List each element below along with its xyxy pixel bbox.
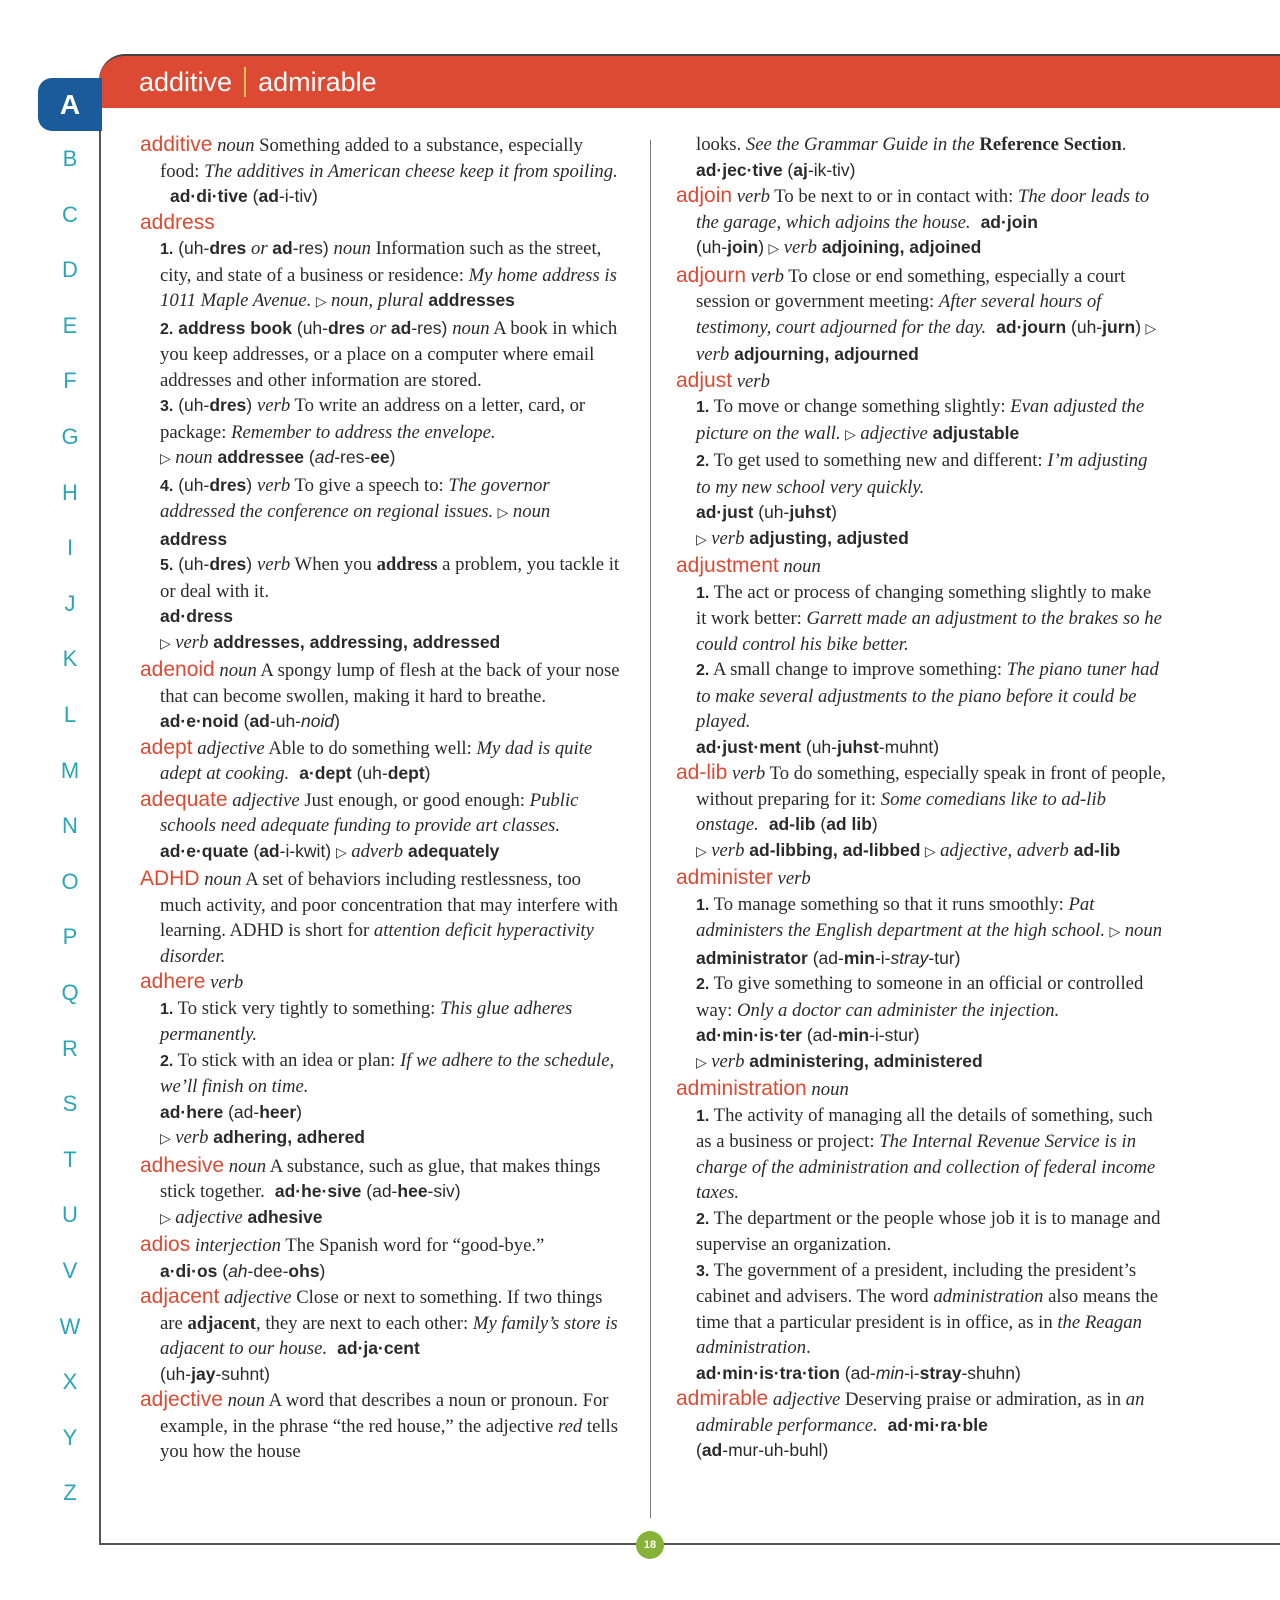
sense-1: 1. To manage something so that it runs smoothly: Pat administers the English department at the high school. ▷ noun administrator (ad-min-i-stray-tur) — [696, 893, 1163, 968]
sense-1: 1. The activity of managing all the details of something, such as a business or project: The Internal Revenue Service is in charge of the administration and collection of federal income taxes. — [696, 1104, 1156, 1203]
sense-5: 5. (uh-dres) verb When you address a problem, you tackle it or deal with it. ad·dress ▷ verb addresses, addressing, addressed — [160, 554, 620, 653]
headword: adenoid — [140, 658, 215, 681]
headword: adjustment — [676, 554, 779, 577]
last-guide-word: admirable — [258, 66, 377, 97]
entry-adept: adept adjective Able to do something well: My dad is quite adept at cooking. a·dept (uh-dept) — [140, 735, 593, 784]
sense-3: 3. (uh-dres) verb To write an address on a letter, card, or package: Remember to address the envelope. ▷ noun addressee (ad-res-ee) — [160, 395, 586, 468]
left-column — [140, 132, 620, 1465]
sense-1: 1. The act or process of changing something slightly to make it work better: Garrett made an adjustment to the brakes so he could control his bike better. — [696, 581, 1162, 655]
entry-adequate: adequate adjective Just enough, or good enough: Public schools need adequate funding to provide art classes.ad·e·quate (ad-i-kwit) ▷ adverb adequately — [140, 787, 579, 862]
guide-words-header — [99, 54, 1280, 108]
letter-tab-l[interactable]: L — [63, 702, 77, 727]
entry-adhesive: adhesive noun A substance, such as glue, that makes things stick together. ad·he·sive (ad-hee-siv) ▷ adjective adhesive — [140, 1153, 601, 1228]
entry-adjacent: adjacent adjective Close or next to something. If two things are adjacent, they are next to each other: My family’s store is adjacent to our house. ad·ja·cent (uh-jay-suhnt) — [140, 1285, 618, 1384]
headword: additive — [140, 133, 213, 156]
entry-additive: additive noun Something added to a substance, especially food: The additives in American cheese keep it from spoiling.ad·di·tive (ad-i-tiv) — [140, 133, 618, 206]
letter-tab-c[interactable]: C — [62, 201, 78, 227]
letter-tab-f[interactable]: F — [63, 368, 77, 394]
sense-1: 1. (uh-dres or ad-res) noun Information such as the street, city, and state of a business or residence: My home address is 1011 Maple Avenue. ▷ noun, plural addresses — [160, 238, 617, 311]
headword: adjust — [676, 368, 733, 392]
sense-2: 2. A small change to improve something: The piano tuner had to make several adjustments to the piano before it could be played. ad·just·ment (uh-juhst-muhnt) — [696, 659, 1159, 757]
entry-administer: administer verb — [676, 866, 811, 889]
arrow-icon: ▷ — [1105, 924, 1125, 940]
headword: adhesive — [140, 1153, 225, 1177]
letter-tab-o[interactable]: O — [61, 868, 79, 894]
headword: ADHD — [140, 867, 200, 890]
first-guide-word: additive — [139, 66, 233, 97]
headword: adequate — [140, 787, 228, 811]
headword: adjourn — [676, 263, 747, 287]
arrow-icon: ▷ — [764, 241, 784, 257]
letter-tab-p[interactable]: P — [62, 924, 78, 950]
headword: adjective — [140, 1388, 223, 1411]
entry-adjust: adjust verb — [676, 368, 770, 392]
entry-ad-lib: ad-lib verb To do something, especially speak in front of people, without preparing for it: Some comedians like to ad-lib onstage. ad-lib (ad lib) ▷ verb ad-libbing, ad-libbed ▷ adjective, adverb ad-lib — [676, 761, 1166, 861]
sense-1: 1. To stick very tightly to something: This glue adheres permanently. — [160, 997, 573, 1045]
arrow-icon: ▷ — [493, 505, 513, 521]
headword: admirable — [676, 1387, 769, 1410]
headword: address — [140, 210, 215, 234]
letter-tab-x[interactable]: X — [62, 1369, 78, 1395]
letter-tab-i[interactable]: I — [66, 535, 74, 561]
headword: adept — [140, 735, 193, 759]
arrow-icon: ▷ — [696, 843, 712, 860]
arrow-icon: ▷ — [696, 531, 712, 548]
sense-2: 2. To get used to something new and different: I’m adjusting to my new school very quickly. ad·just (uh-juhst) ▷ verb adjusting, adjusted — [696, 450, 1148, 549]
letter-tab-h[interactable]: H — [62, 479, 78, 505]
letter-tab-r[interactable]: R — [62, 1035, 78, 1061]
letter-tab-e[interactable]: E — [62, 312, 78, 338]
entry-address — [140, 210, 620, 237]
letter-tab-d[interactable]: D — [62, 257, 78, 283]
entry-adjective: adjective noun A word that describes a noun or pronoun. For example, in the phrase “the red house,” the adjective red tells you how the house — [140, 1388, 619, 1462]
page-number-badge: 18 — [636, 1531, 664, 1559]
letter-tab-j[interactable]: J — [64, 590, 76, 616]
entry-adhd: ADHD noun A set of behaviors including restlessness, too much activity, and poor concentration that may interfere with learning. ADHD is short for attention deficit hyperactivity disorder. — [140, 867, 619, 967]
letter-tab-v[interactable]: V — [62, 1258, 78, 1283]
headword: administer — [676, 866, 773, 889]
sense-2: 2. The department or the people whose job it is to manage and supervise an organization. — [696, 1207, 1161, 1255]
letter-tab-z[interactable]: Z — [63, 1480, 77, 1506]
sense-2: 2. To stick with an idea or plan: If we adhere to the schedule, we’ll finish on time. ad·here (ad-heer) ▷ verb adhering, adhered — [160, 1049, 615, 1148]
arrow-icon: ▷ — [920, 843, 941, 860]
entry-adhere: adhere verb — [140, 970, 244, 993]
letter-tab-u[interactable]: U — [62, 1202, 78, 1228]
sense-3: 3. The government of a president, including the president’s cabinet and advisers. The word administration also means the time that a particular president is in office, as in the Reagan administration. ad·min·is·tra·tion (ad-min-i-stray-shuhn) — [696, 1259, 1159, 1383]
letter-tab-b[interactable]: B — [62, 146, 78, 171]
arrow-icon: ▷ — [160, 451, 176, 467]
headword: adjoin — [676, 184, 733, 207]
entry-adenoid: adenoid noun A spongy lump of flesh at the back of your nose that can become swollen, making it hard to breathe.ad·e·noid (ad-uh-noid) — [140, 658, 620, 731]
sense-1: 1. To move or change something slightly: Evan adjusted the picture on the wall. ▷ adjective adjustable — [696, 396, 1145, 444]
entry-administration: administration noun — [676, 1077, 849, 1100]
column-divider — [650, 140, 651, 1518]
arrow-icon: ▷ — [840, 426, 861, 443]
entry-admirable: admirable adjective Deserving praise or admiration, as in an admirable performance. ad·mi·ra·ble (ad-mur-uh-buhl) — [676, 1387, 1145, 1460]
arrow-icon: ▷ — [336, 844, 352, 861]
page-frame-bottom — [99, 1543, 1280, 1545]
headword: adios — [140, 1233, 191, 1256]
letter-tab-n[interactable]: N — [62, 813, 78, 839]
sense-4: 4. (uh-dres) verb To give a speech to: The governor addressed the conference on regional issues. ▷ noun address — [160, 474, 551, 549]
letter-tab-w[interactable]: W — [59, 1313, 81, 1339]
entry-adjustment: adjustment noun — [676, 554, 821, 577]
letter-tab-s[interactable]: S — [62, 1091, 78, 1117]
guide-word-separator — [244, 67, 246, 97]
arrow-icon: ▷ — [696, 1054, 712, 1071]
letter-tab-y[interactable]: Y — [62, 1424, 78, 1450]
headword: ad-lib — [676, 761, 728, 784]
letter-tab-t[interactable]: T — [63, 1146, 77, 1172]
entry-adjective-continued: looks. See the Grammar Guide in the Reference Section.ad·jec·tive (aj-ik-tiv) — [696, 134, 1127, 180]
sense-2: 2. To give something to someone in an official or controlled way: Only a doctor can administer the injection. ad·min·is·ter (ad-min-i-stur) ▷ verb administering, administered — [696, 973, 1144, 1072]
arrow-icon: ▷ — [160, 1210, 176, 1227]
letter-tab-a[interactable]: A — [38, 78, 102, 131]
entry-adjoin: adjoin verb To be next to or in contact with: The door leads to the garage, which adjoins the house. ad·join (uh-join) ▷ verb adjoining, adjoined — [676, 184, 1150, 258]
headword: adhere — [140, 970, 206, 993]
entry-adjourn: adjourn verb To close or end something, especially a court session or government meeting: After several hours of testimony, court adjourned for the day. ad·journ (uh-jurn) ▷ verb adjourning, adjourned — [676, 263, 1157, 365]
sense-2: 2. address book (uh-dres or ad-res) noun A book in which you keep addresses, or a place on a computer where email addresses and other information are stored. — [160, 317, 618, 391]
entry-adios: adios interjection The Spanish word for “good-bye.” a·di·os (ah-dee-ohs) — [140, 1233, 545, 1281]
arrow-icon: ▷ — [160, 635, 176, 652]
arrow-icon: ▷ — [311, 294, 332, 310]
right-column — [676, 132, 1166, 1464]
letter-tab-k[interactable]: K — [62, 646, 78, 672]
headword: adjacent — [140, 1285, 220, 1308]
arrow-icon: ▷ — [160, 1131, 176, 1147]
headword: administration — [676, 1077, 807, 1100]
letter-tab-q[interactable]: Q — [61, 980, 79, 1005]
arrow-icon: ▷ — [1141, 320, 1157, 337]
letter-tab-g[interactable]: G — [61, 424, 79, 449]
letter-tab-m[interactable]: M — [60, 757, 80, 783]
